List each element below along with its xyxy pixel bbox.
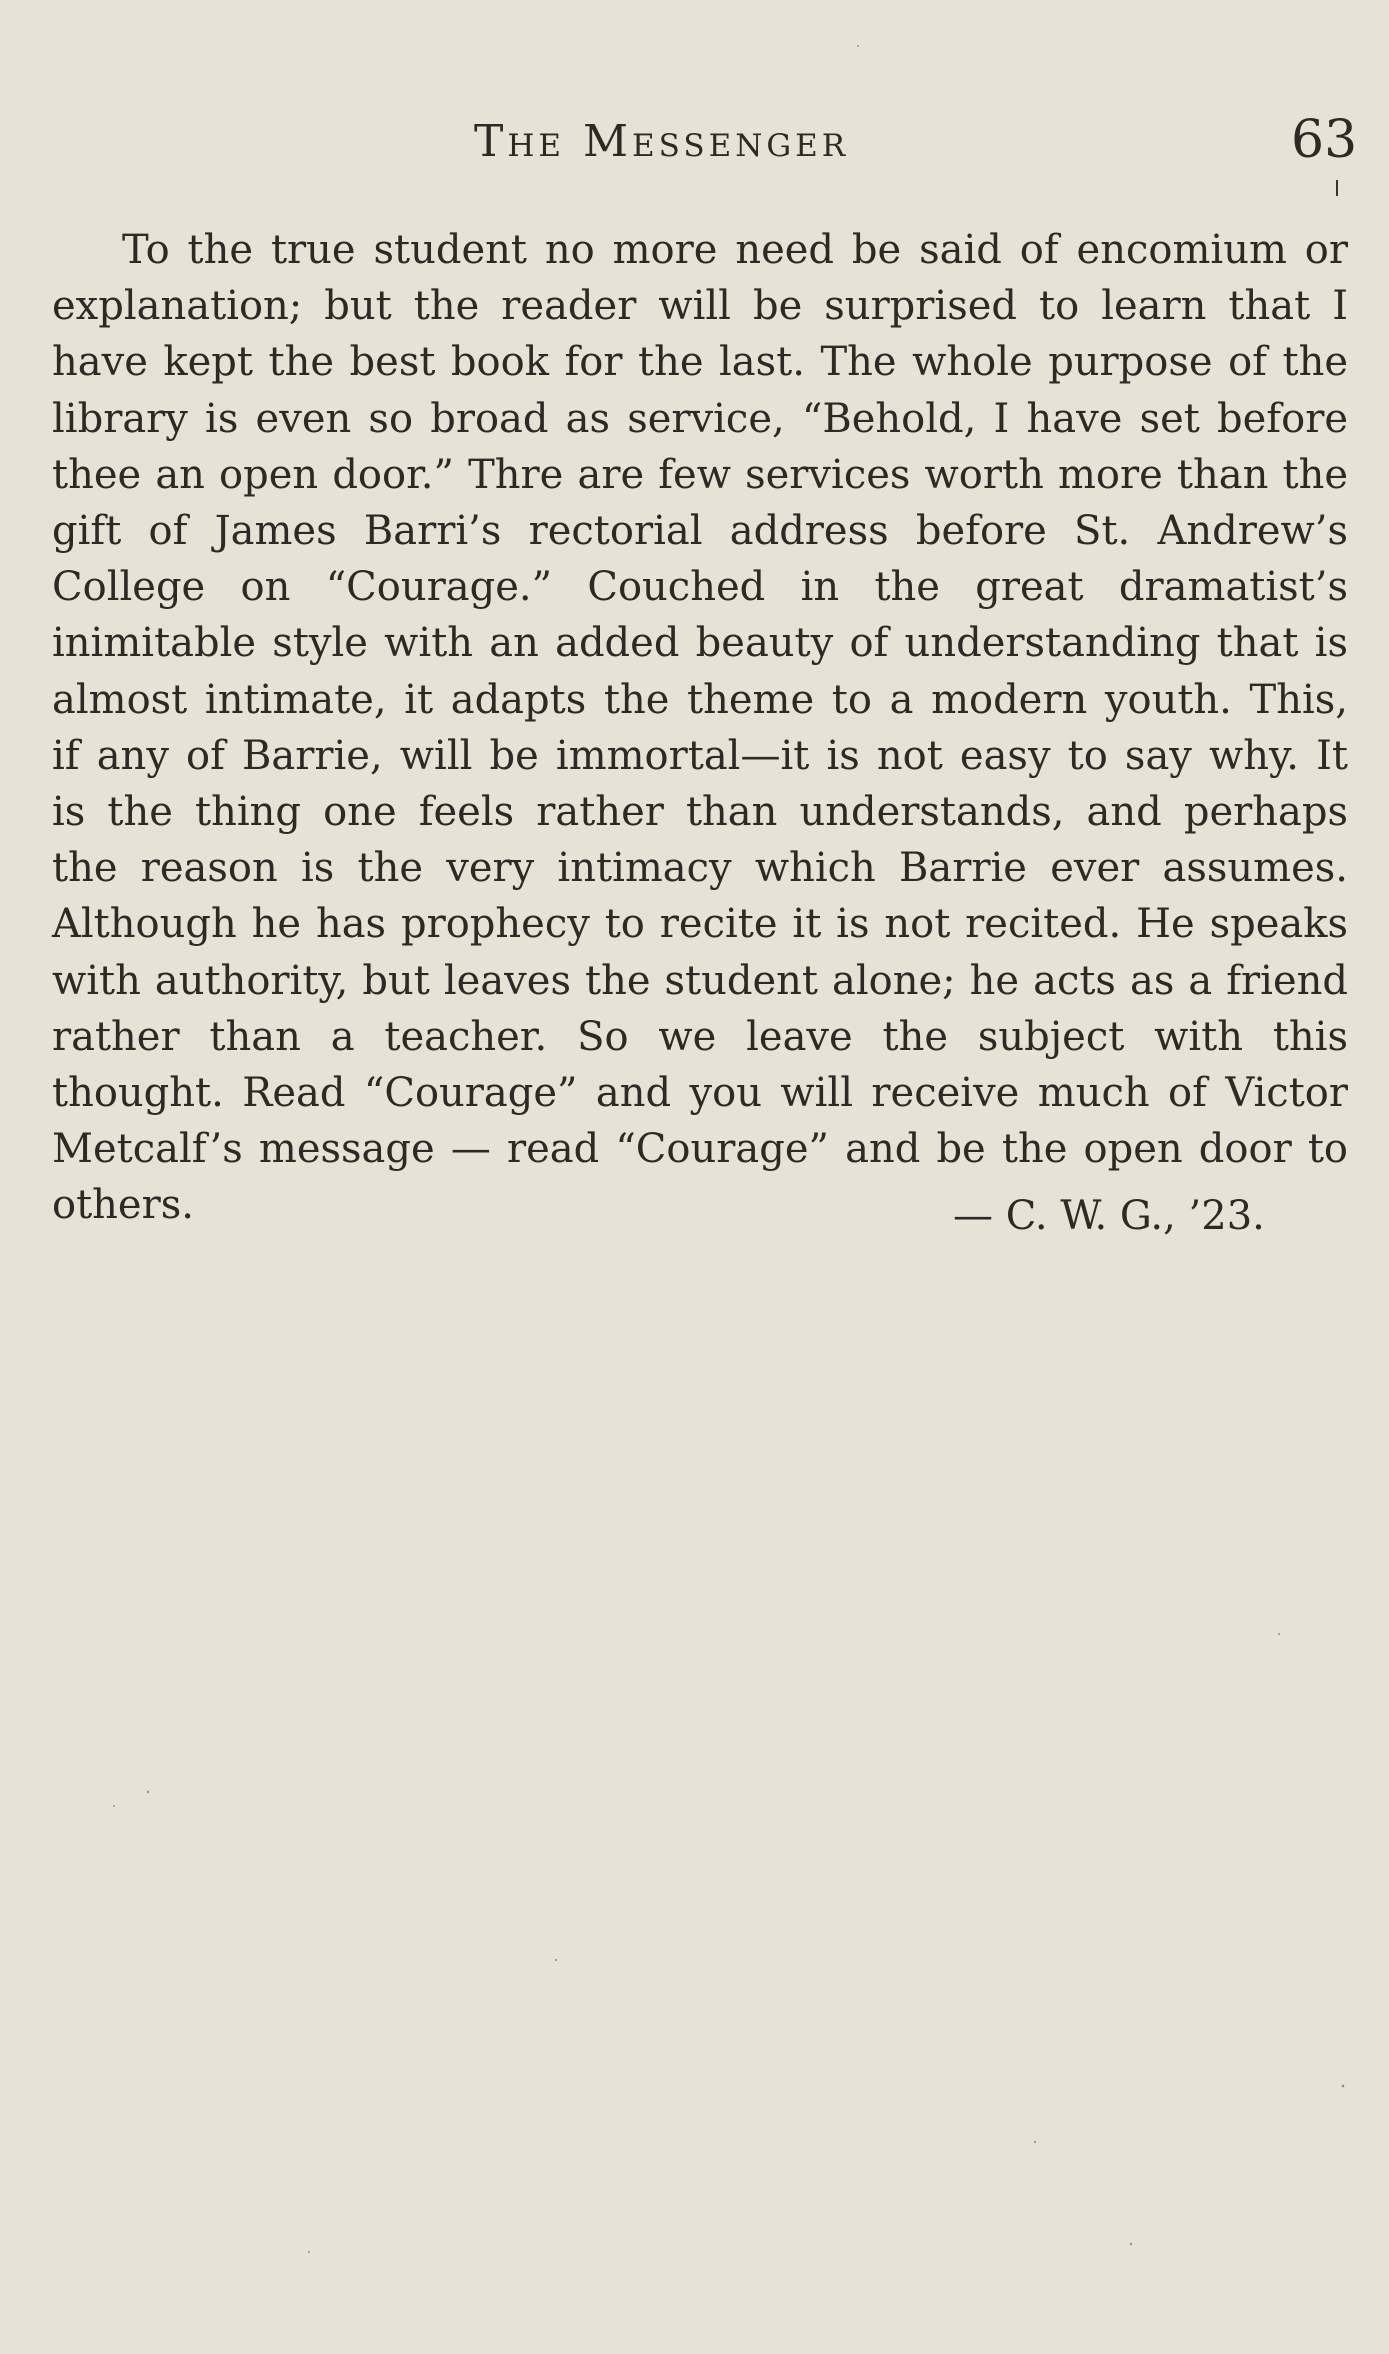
page-number: 63 <box>1291 110 1358 170</box>
author-signature: — C. W. G., ’23. <box>953 1193 1265 1239</box>
article-paragraph: To the true student no more need be said of encomium or explanation; but the reader will be surprised to learn that I have kept the best book for the last. The whole purpose of the library is even so broad as service, “Behold, I have set before thee an open door.” Thre are few services worth more than the gift of James Barri’s rectorial address before St. Andrew’s College on “Courage.” Couched in the great dramatist’s inimitable style with an added beauty of understanding that is almost intimate, it adapts the theme to a modern youth. This, if any of Barrie, will be immortal—it is not easy to say why. It is the thing one feels rather than understands, and perhaps the reason is the very intimacy which Barrie ever assumes. Although he has prophecy to recite it is not recited. He speaks with authority, but leaves the student alone; he acts as a friend rather than a teacher. So we leave the subject with this thought. Read “Courage” and you will receive much of Victor Metcalf’s message — read “Courage” and be the open door to others. <box>52 227 1348 1229</box>
journal-title: The Messenger <box>474 116 850 167</box>
